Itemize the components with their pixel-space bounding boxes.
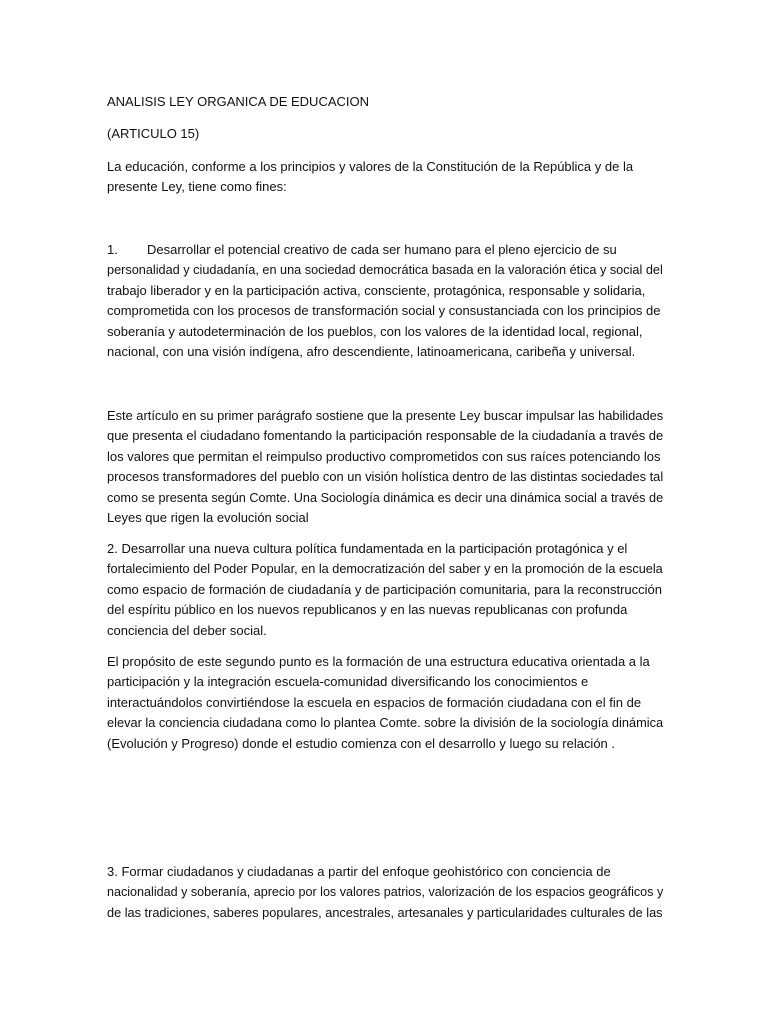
item2-line: como espacio de formación de ciudadanía y de participación comunitaria, para la reconstrucción (107, 581, 662, 597)
item1-line: personalidad y ciudadanía, en una sociedad democrática basada en la valoración ética y social del (107, 262, 663, 278)
item3-line: nacionalidad y soberanía, aprecio por los valores patrios, valorización de los espacios geográficos y (107, 884, 664, 900)
document-title (107, 92, 663, 112)
comment1-line: Este artículo en su primer parágrafo sostiene que la presente Ley buscar impulsar las habilidades (107, 408, 664, 423)
intro-paragraph (107, 157, 663, 198)
comment2-line: elevar la conciencia ciudadana como lo plantea Comte. sobre la división de la sociología dinámica (107, 715, 664, 731)
comment-paragraph-1 (107, 406, 663, 528)
comment2-line: participación y la integración escuela-comunidad diversificando los conocimientos e (107, 674, 589, 690)
item2-line: 2. Desarrollar una nueva cultura política fundamentada en la participación protagónica y el (107, 541, 628, 556)
item3-line: 3. Formar ciudadanos y ciudadanas a partir del enfoque geohistórico con conciencia de (107, 864, 611, 879)
intro-line: La educación, conforme a los principios y valores de la Constitución de la República y de la (107, 159, 634, 174)
item2-line: del espíritu público en los nuevos republicanos y en las nuevas republicanas con profunda (107, 602, 628, 618)
comment1-line: procesos transformadores del pueblo con un visión holística dentro de las distintas sociedades tal (107, 469, 664, 485)
comment2-line: El propósito de este segundo punto es la formación de una estructura educativa orientada a la (107, 654, 650, 669)
article-text: (ARTICULO 15) (107, 126, 200, 141)
item1-line (107, 240, 663, 260)
title-text: ANALISIS LEY ORGANICA DE EDUCACION (107, 94, 369, 109)
item2-line: fortalecimiento del Poder Popular, en la democratización del saber y en la promoción de la escuela (107, 561, 663, 577)
item1-line: trabajo liberador y en la participación activa, consciente, protagónica, responsable y solidaria, (107, 282, 646, 298)
item2-line: conciencia del deber social. (107, 622, 267, 638)
list-item-1 (107, 240, 663, 362)
item1-line: comprometida con los procesos de transformación social y consustanciada con los principios de (107, 303, 661, 319)
item1-line: soberanía y autodeterminación de los pueblos, con los valores de la identidad local, regional, (107, 323, 643, 339)
item1-number: 1. (107, 242, 118, 257)
article-heading (107, 124, 663, 144)
list-item-2 (107, 539, 663, 641)
list-item-3 (107, 862, 663, 923)
comment1-line: los valores que permitan el reimpulso productivo comprometidos con sus raíces potenciando los (107, 448, 661, 464)
comment2-line: interactuándolos convirtiéndose la escuela en espacios de formación ciudadana con el fin de (107, 694, 642, 710)
comment1-line: como se presenta según Comte. Una Sociología dinámica es decir una dinámica social a través de (107, 489, 664, 505)
comment2-line: (Evolución y Progreso) donde el estudio comienza con el desarrollo y luego su relación . (107, 735, 616, 751)
item1-line: nacional, con una visión indígena, afro descendiente, latinoamericana, caribeña y universal. (107, 344, 636, 360)
comment-paragraph-2 (107, 652, 663, 754)
item3-line: de las tradiciones, saberes populares, ancestrales, artesanales y particularidades culturales de las (107, 904, 663, 920)
comment1-line: que presenta el ciudadano fomentando la participación responsable de la ciudadanía a través de (107, 428, 664, 444)
item1-text: Desarrollar el potencial creativo de cada ser humano para el pleno ejercicio de su (147, 242, 617, 257)
comment1-line: Leyes que rigen la evolución social (107, 510, 309, 526)
intro-line: presente Ley, tiene como fines: (107, 179, 287, 195)
